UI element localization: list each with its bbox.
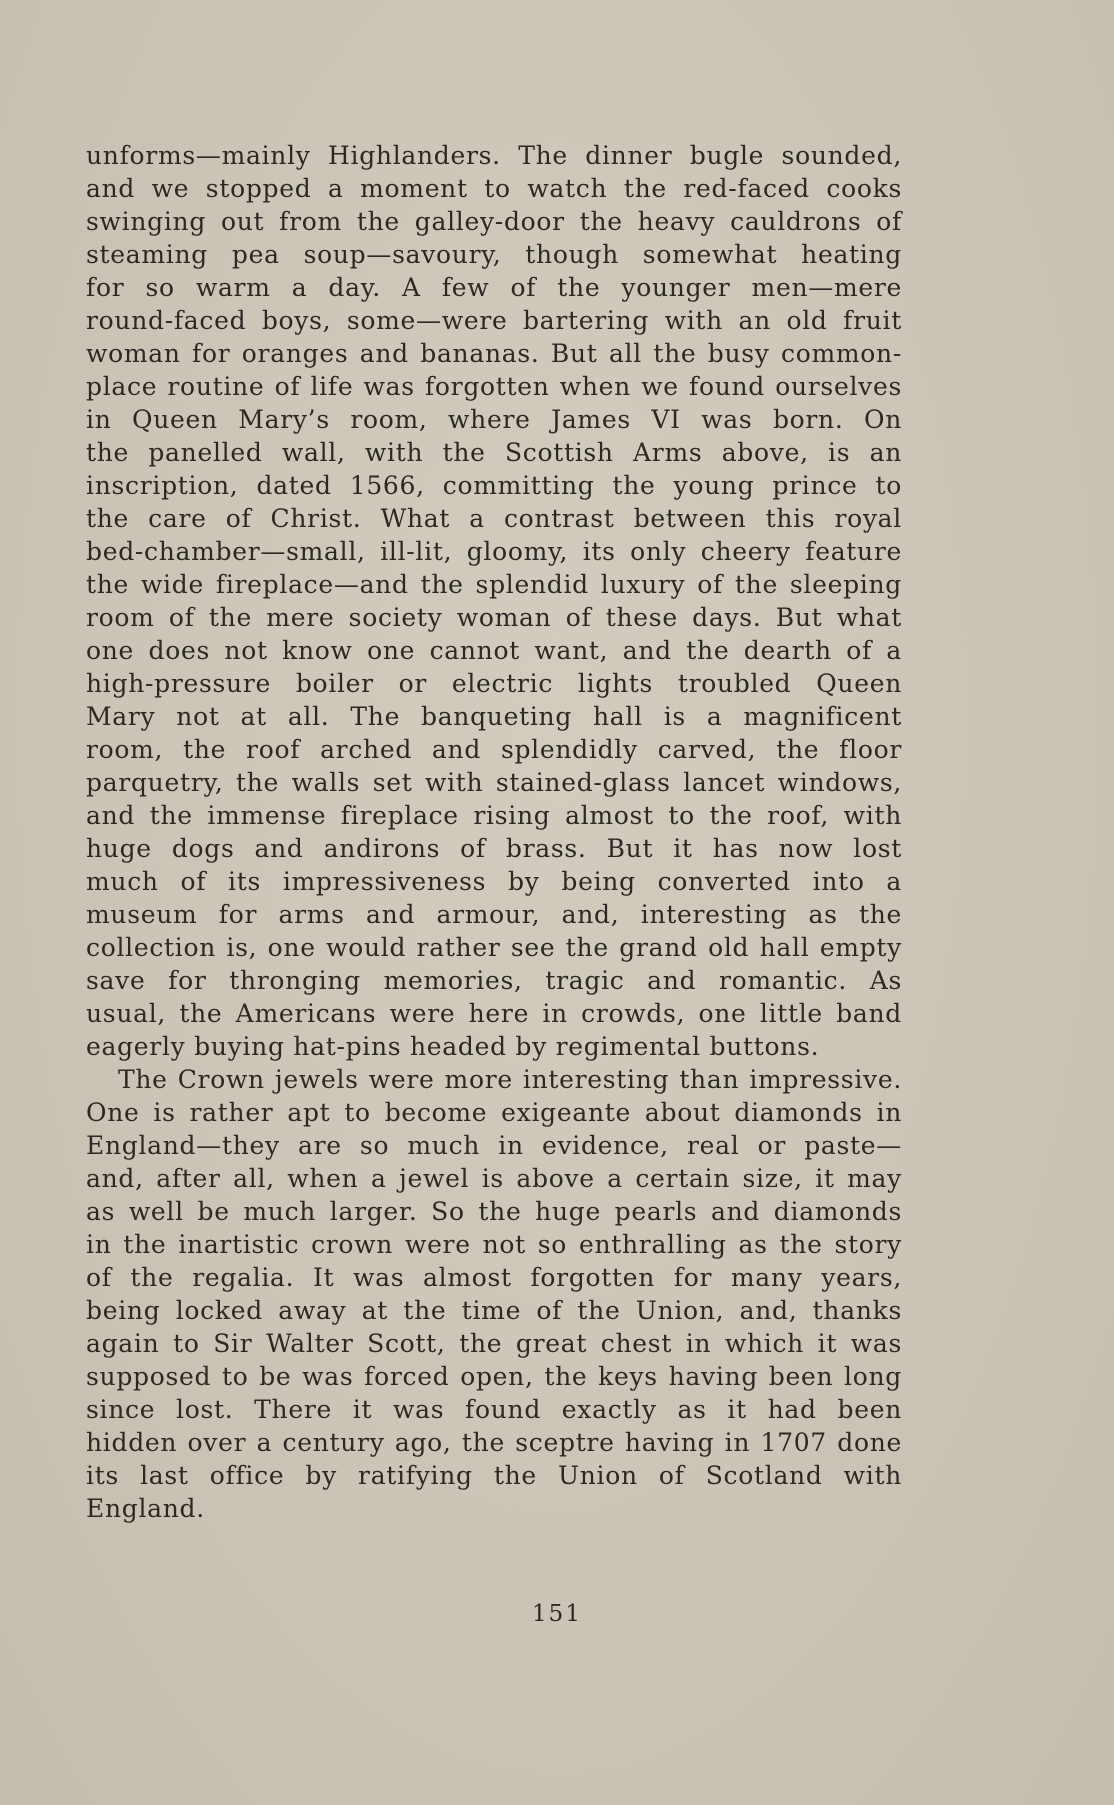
text-line: England. xyxy=(86,1494,205,1523)
text-line: save for thronging memories, tragic and romantic. As xyxy=(86,966,902,995)
text-line: and the immense fireplace rising almost to the roof, with xyxy=(86,801,902,830)
text-line: hidden over a century ago, the sceptre having in 1707 done xyxy=(86,1428,902,1457)
text-line: in Queen Mary’s room, where James VI was born. On xyxy=(86,405,902,434)
text-line: and we stopped a moment to watch the red-faced cooks xyxy=(86,174,902,203)
text-line: bed-chamber—small, ill-lit, gloomy, its only cheery feature xyxy=(86,537,902,566)
text-line: The Crown jewels were more interesting than impressive. xyxy=(118,1065,902,1094)
text-line: steaming pea soup—savoury, though somewhat heating xyxy=(86,240,902,269)
text-line: museum for arms and armour, and, interesting as the xyxy=(86,900,902,929)
text-line: collection is, one would rather see the grand old hall empty xyxy=(86,933,902,962)
text-line: the panelled wall, with the Scottish Arms above, is an xyxy=(86,438,902,467)
text-line: inscription, dated 1566, committing the young prince to xyxy=(86,471,902,500)
text-line: of the regalia. It was almost forgotten for many years, xyxy=(86,1263,902,1292)
text-line: round-faced boys, some—were bartering with an old fruit xyxy=(86,306,902,335)
text-line: usual, the Americans were here in crowds, one little band xyxy=(86,999,902,1028)
text-line: eagerly buying hat-pins headed by regimental buttons. xyxy=(86,1032,820,1061)
text-line: for so warm a day. A few of the younger men—mere xyxy=(86,273,902,302)
text-line: woman for oranges and bananas. But all the busy common- xyxy=(86,339,902,368)
text-line: supposed to be was forced open, the keys having been long xyxy=(86,1362,902,1391)
text-line: swinging out from the galley-door the heavy cauldrons of xyxy=(86,207,902,236)
page-number: 151 xyxy=(532,1601,582,1627)
text-line: room of the mere society woman of these days. But what xyxy=(86,603,902,632)
text-line: much of its impressiveness by being converted into a xyxy=(86,867,902,896)
text-line: place routine of life was forgotten when we found ourselves xyxy=(86,372,902,401)
text-line: room, the roof arched and splendidly carved, the floor xyxy=(86,735,902,764)
text-line: parquetry, the walls set with stained-glass lancet windows, xyxy=(86,768,902,797)
text-line: and, after all, when a jewel is above a certain size, it may xyxy=(86,1164,902,1193)
text-line: the wide fireplace—and the splendid luxury of the sleeping xyxy=(86,570,902,599)
text-line: being locked away at the time of the Union, and, thanks xyxy=(86,1296,902,1325)
text-line: as well be much larger. So the huge pearls and diamonds xyxy=(86,1197,902,1226)
text-line: Mary not at all. The banqueting hall is a magnificent xyxy=(86,702,902,731)
text-line: England—they are so much in evidence, real or paste— xyxy=(86,1131,902,1160)
text-line: high-pressure boiler or electric lights troubled Queen xyxy=(86,669,902,698)
text-line: unforms—mainly Highlanders. The dinner bugle sounded, xyxy=(86,141,902,170)
text-line: since lost. There it was found exactly as it had been xyxy=(86,1395,902,1424)
text-line: again to Sir Walter Scott, the great chest in which it was xyxy=(86,1329,902,1358)
text-line: in the inartistic crown were not so enthralling as the story xyxy=(86,1230,902,1259)
text-line: huge dogs and andirons of brass. But it has now lost xyxy=(86,834,902,863)
text-line: one does not know one cannot want, and the dearth of a xyxy=(86,636,902,665)
body-text xyxy=(86,139,902,1525)
text-line: its last office by ratifying the Union of Scotland with xyxy=(86,1461,902,1490)
text-line: the care of Christ. What a contrast between this royal xyxy=(86,504,902,533)
text-line: One is rather apt to become exigeante about diamonds in xyxy=(86,1098,902,1127)
